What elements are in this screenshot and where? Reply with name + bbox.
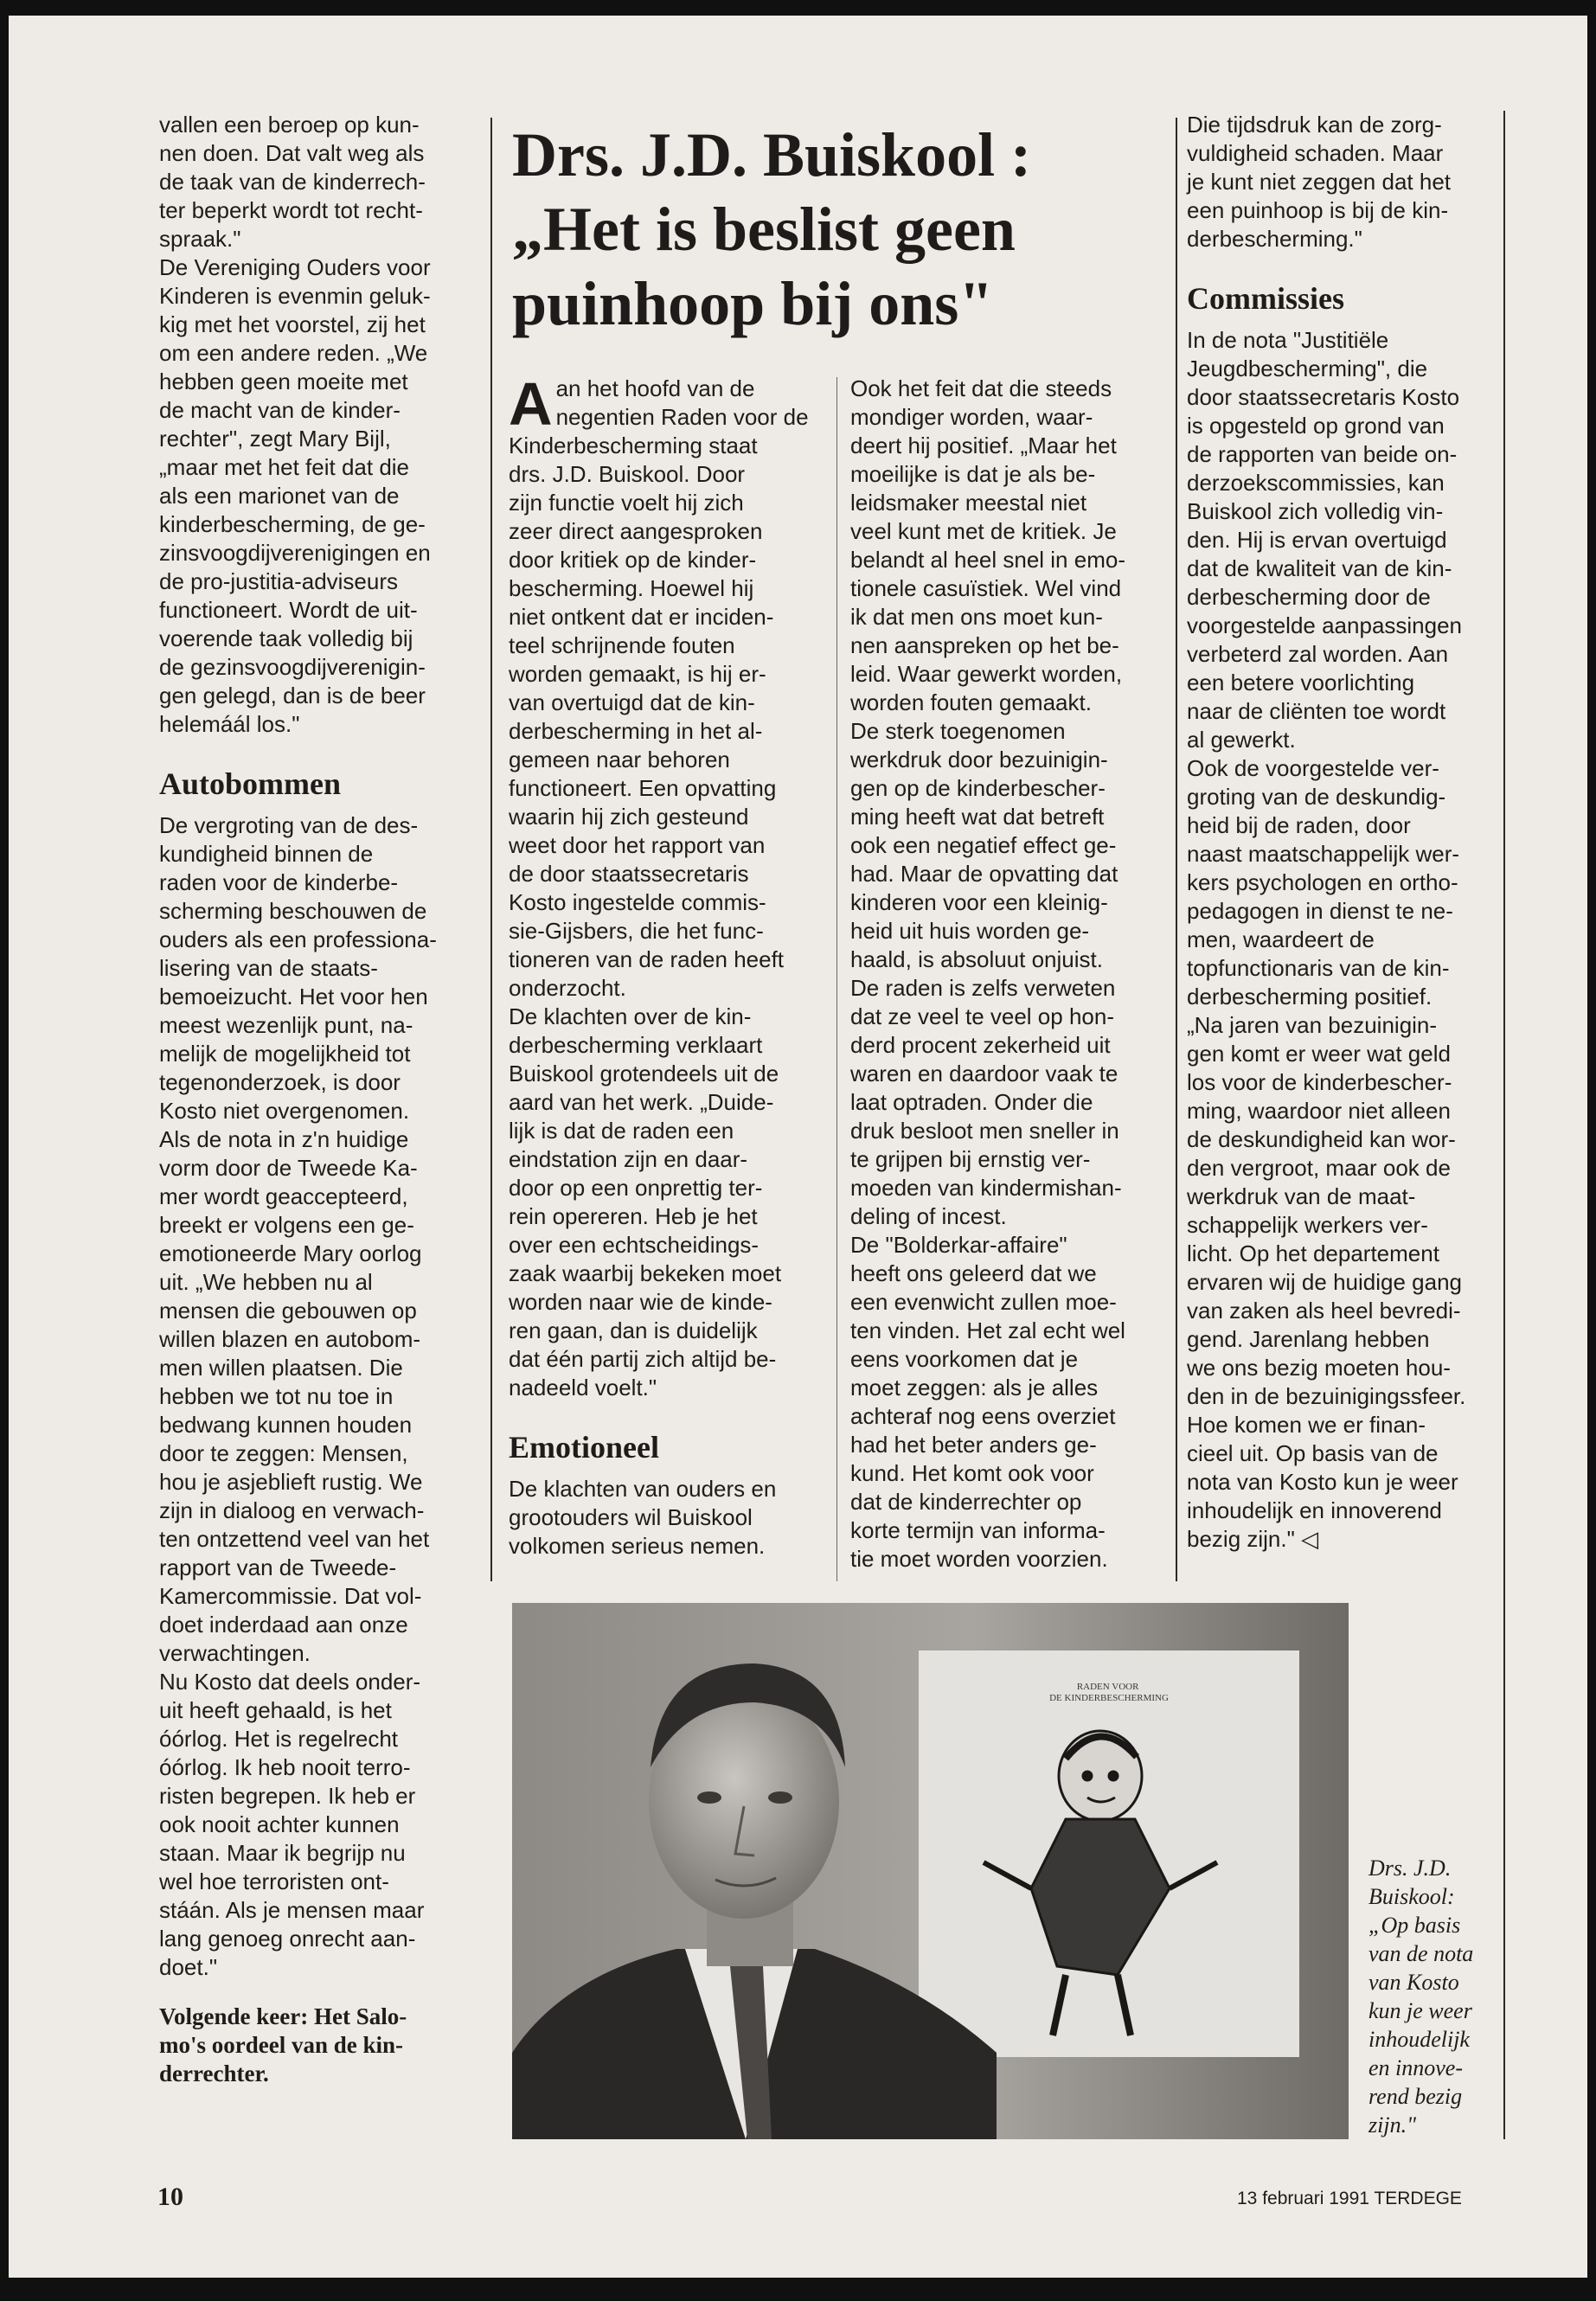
section-heading-emotioneel: Emotioneel [509,1430,659,1465]
page-number: 10 [157,2182,183,2211]
headline-line-2: „Het is beslist geen [512,195,1016,264]
column-3 [850,375,1170,1574]
poster [919,1650,1299,2057]
column-2-paragraph-1 [509,370,824,1402]
drop-cap: A [509,370,553,438]
column-1-paragraph-1: vallen een beroep op kun- nen doen. Dat valt weg als de taak van de kinderrech- ter beperkt wordt tot recht- spraak." [159,112,426,252]
article-headline [512,118,1187,341]
column-1-paragraph-3: De vergroting van de des- kundigheid binnen de raden voor de kinderbe- scherming beschouwen de ouders als een professiona- lisering van de staats- bemoeizucht. Het voor hen meest wezenlijk punt, na- melijk de mogelijkheid tot tegenonderzoek, is door Kosto niet overgenomen. Als de nota in z'n huidige vorm door de Tweede Ka- mer wordt geaccepteerd, breekt er volgens een ge- emotioneerde Mary oorlog uit. „We hebben nu al mensen die gebouwen op willen blazen en autobom- men willen plaatsen. Die hebben we tot nu toe in bedwang kunnen houden door te zeggen: Mensen, hou je asjeblieft rustig. We zijn in dialoog en verwach- ten ontzettend veel van het rapport van de Tweede- Kamercommissie. Dat vol- doet inderdaad aan onze verwachtingen. Nu Kosto dat deels onder- uit heeft gehaald, is het óórlog. Het is regelrecht óórlog. Ik heb nooit terro- risten begrepen. Ik heb er ook nooit achter kunnen staan. Maar ik begrijp nu wel hoe terroristen ont- stáán. Als je mensen maar lang genoeg onrecht aan- doet." [159,812,437,1980]
column-2 [509,370,824,1561]
photo-caption: Drs. J.D. Buiskool: „Op basis van de nota van Kosto kun je weer inhoudelijk en innove- rend bezig zijn." [1368,1856,1474,2138]
column-4-paragraph-1: Die tijdsdruk kan de zorg- vuldigheid schaden. Maar je kunt niet zeggen dat het een puinhoop is bij de kin- derbescherming." [1187,112,1452,252]
section-heading-commissies: Commissies [1187,281,1344,316]
column-2-paragraph-2: De klachten van ouders en grootouders wil Buiskool volkomen serieus nemen. [509,1476,777,1559]
column-1-paragraph-2: De Vereniging Ouders voor Kinderen is evenmin geluk- kig met het voorstel, zij het om een andere reden. „We hebben geen moeite met de macht van de kinder- rechter", zegt Mary Bijl, „maar met het feit dat die als een marionet van de kinderbescherming, de ge- zinsvoogdijverenigingen en de pro-justitia-adviseurs functioneert. Wordt de uit- voerende taak volledig bij de gezinsvoogdijverenigin- gen gelegd, dan is de beer helemáál los." [159,254,431,737]
next-issue-teaser: Volgende keer: Het Salo- mo's oordeel van de kin- derrechter. [159,2003,407,2086]
magazine-page [9,16,1587,2278]
column-1 [159,111,479,2088]
column-2-paragraph-1-text: an het hoofd van de negentien Raden voor de Kinderbescherming staat drs. J.D. Buiskool. Door zijn functie voelt hij zich zeer direct aangesproken door kritiek op de kinder- bescherming. Hoewel hij niet ontkent dat er inciden- teel schrijnende fouten worden gemaakt, is hij er- van overtuigd dat de kin- derbescherming in het al- gemeen naar behoren functioneert. Een opvatting waarin hij zich gesteund weet door het rapport van de door staatssecretaris Kosto ingestelde commis- sie-Gijsbers, die het func- tioneren van de raden heeft onderzocht. De klachten over de kin- derbescherming verklaart Buiskool grotendeels uit de aard van het werk. „Duide- lijk is dat de raden een eindstation zijn en daar- door op een onprettig ter- rein opereren. Heb je het over een echtscheidings- zaak waarbij bekeken moet worden naar wie de kinde- ren gaan, dan is duidelijk dat één partij zich altijd be- nadeeld voelt." [509,375,809,1400]
column-4-paragraph-2: In de nota "Justitiële Jeugdbescherming", die door staatssecretaris Kosto is opgesteld op grond van de rapporten van beide on- derzoekscommissies, kan Buiskool zich volledig vin- den. Hij is ervan overtuigd dat de kwaliteit van de kin- derbescherming door de voorgestelde aanpassingen verbeterd zal worden. Aan een betere voorlichting naar de cliënten toe wordt al gewerkt. Ook de voorgestelde ver- groting van de deskundig- heid bij de raden, door naast maatschappelijk wer- kers psychologen en ortho- pedagogen in dienst te ne- men, waardeert de topfunctionaris van de kin- derbescherming positief. „Na jaren van bezuinigin- gen komt er weer wat geld los voor de kinderbescher- ming, waardoor niet alleen de deskundigheid kan wor- den vergroot, maar ook de werkdruk van de maat- schappelijk werkers ver- licht. Op het departement ervaren wij de huidige gang van zaken als heel bevredi- gend. Jarenlang hebben we ons bezig moeten hou- den in de bezuinigingssfeer. Hoe komen we er finan- cieel uit. Op basis van de nota van Kosto kun je weer inhoudelijk en innoverend bezig zijn." ◁ [1187,327,1466,1552]
issue-date: 13 februari 1991 TERDEGE [1237,2189,1462,2208]
headline-line-3: puinhoop bij ons" [512,269,994,338]
section-heading-autobommen: Autobommen [159,766,342,801]
column-4 [1187,111,1503,1554]
column-rule-inner [836,377,837,1581]
column-3-paragraph-1: Ook het feit dat die steeds mondiger worden, waar- deert hij positief. „Maar het moeilijke is dat je als be- leidsmaker meestal niet veel kunt met de kritiek. Je belandt al heel snel in emo- tionele casuïstiek. Wel vind ik dat men ons moet kun- nen aanspreken op het be- leid. Waar gewerkt worden, worden fouten gemaakt. De sterk toegenomen werkdruk door bezuinigin- gen op de kinderbescher- ming heeft wat dat betreft ook een negatief effect ge- had. Maar de opvatting dat kinderen voor een kleinig- heid uit huis worden ge- haald, is absoluut onjuist. De raden is zelfs verweten dat ze veel te veel op hon- derd procent zekerheid uit waren en daardoor vaak te laat optraden. Onder die druk besloot men sneller in te grijpen bij ernstig ver- moeden van kindermishan- deling of incest. De "Bolderkar-affaire" heeft ons geleerd dat we een evenwicht zullen moe- ten vinden. Het zal echt wel eens voorkomen dat je moet zeggen: als je alles achteraf nog eens overziet had het beter anders ge- kund. Het komt ook voor dat de kinderrechter op korte termijn van informa- tie moet worden voorzien. [850,375,1125,1572]
column-rule-left [490,118,492,1581]
portrait-photo [512,1603,1349,2139]
page-frame-right [1503,111,1505,2139]
poster-sign-line-2: DE KINDERBESCHERMING [1049,1693,1169,1703]
poster-sign-line-1: RADEN VOOR [1076,1682,1139,1692]
headline-line-1: Drs. J.D. Buiskool : [512,120,1032,189]
